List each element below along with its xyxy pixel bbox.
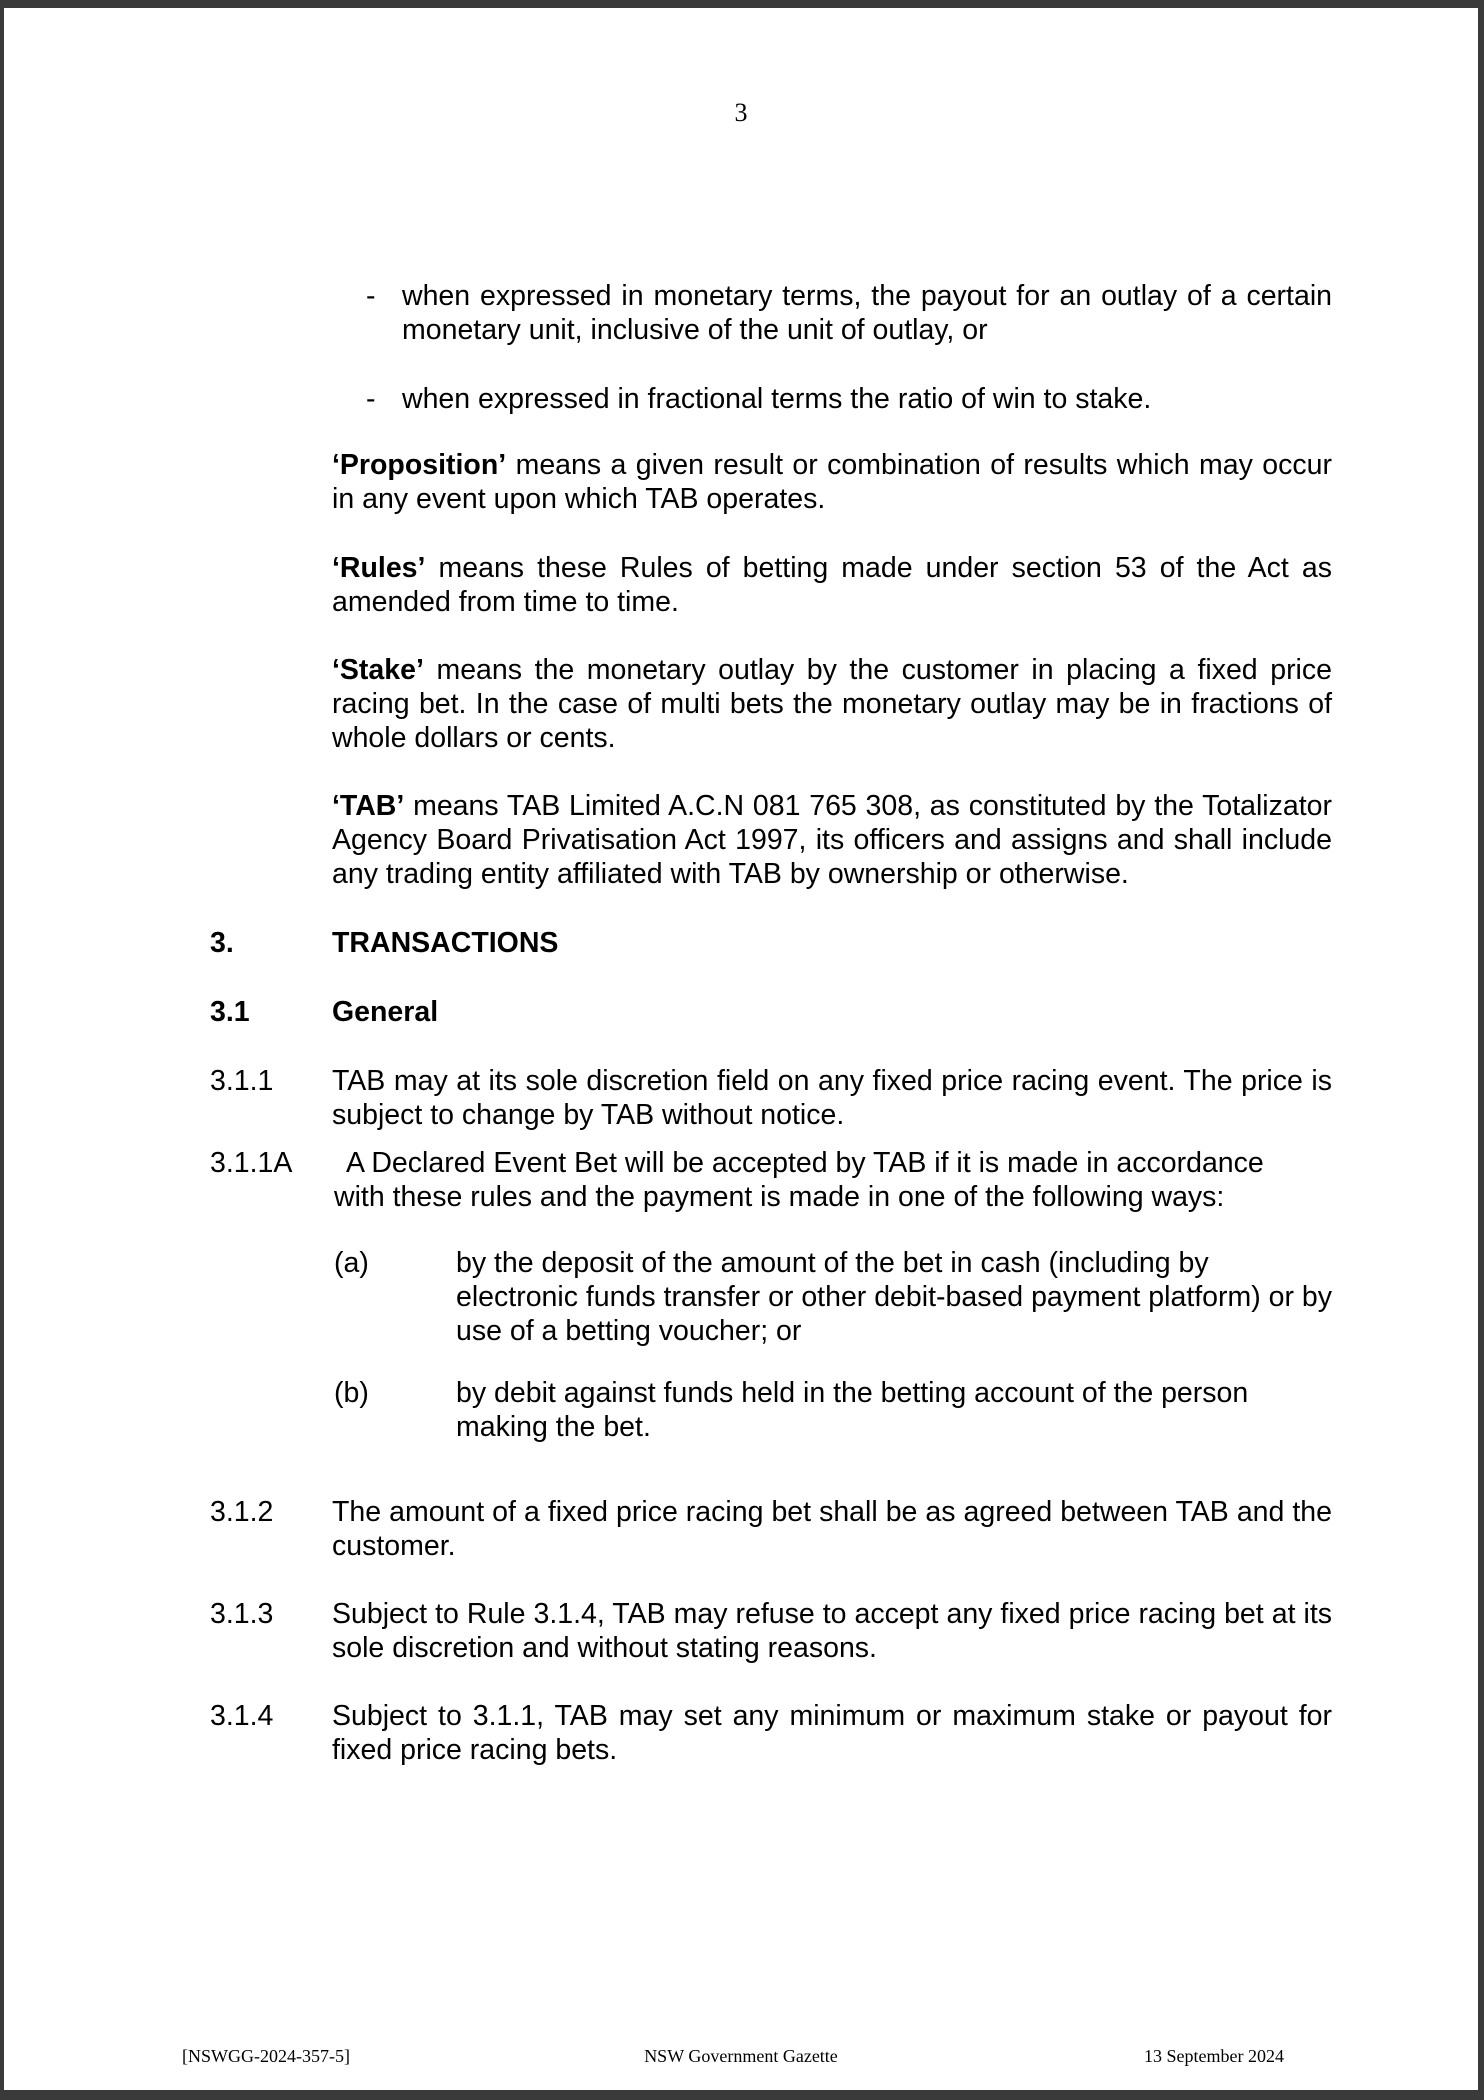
bullet-item: when expressed in monetary terms, the payout for an outlay of a certain monetary unit, inclusive of the unit of outlay, or: [402, 280, 1332, 346]
definition-text: means these Rules of betting made under section 53 of the Act as amended from time to time.: [332, 552, 1332, 618]
clause-number: 3.1.1A: [210, 1147, 293, 1179]
clause-number: 3.1.1: [210, 1065, 274, 1097]
clause-text: TAB may at its sole discretion field on any fixed price racing event. The price is subject to change by TAB without notice.: [332, 1065, 1332, 1131]
clause-number: 3.1.4: [210, 1700, 274, 1732]
clause-number: 3.1.2: [210, 1496, 274, 1528]
sub-item-text: by debit against funds held in the betting account of the person making the bet.: [456, 1377, 1249, 1443]
definition-text: means the monetary outlay by the customer in placing a fixed price racing bet. In the case of multi bets the monetary outlay may be in fractions of whole dollars or cents.: [332, 654, 1332, 754]
footer-reference: [NSWGG-2024-357-5]: [182, 2046, 350, 2066]
definition-term: ‘Rules’: [332, 552, 426, 584]
subsection-title: General: [332, 996, 439, 1028]
definition-text: means a given result or combination of results which may occur in any event upon which TAB operates.: [332, 449, 1332, 515]
definition-term: ‘Proposition’: [332, 449, 507, 481]
clause-text: Subject to 3.1.1, TAB may set any minimum or maximum stake or payout for fixed price racing bets.: [332, 1700, 1332, 1766]
definition-proposition: [332, 448, 1332, 516]
definition-rules: [332, 551, 1332, 619]
definition-term: ‘Stake’: [332, 654, 424, 686]
bullet-marker: -: [366, 383, 376, 415]
clause-number: 3.1.3: [210, 1598, 274, 1630]
sub-item-text: by the deposit of the amount of the bet in cash (including by electronic funds transfer or other debit-based payment platform) or by use of a betting voucher; or: [456, 1247, 1333, 1347]
sub-item-label: (a): [334, 1247, 369, 1279]
section-title: TRANSACTIONS: [332, 927, 559, 959]
subsection-number: 3.1: [210, 996, 250, 1028]
definition-tab: [332, 789, 1332, 891]
clause-text: Subject to Rule 3.1.4, TAB may refuse to accept any fixed price racing bet at its sole discretion and without stating reasons.: [332, 1598, 1332, 1664]
sub-item-label: (b): [334, 1377, 369, 1409]
footer-publication: NSW Government Gazette: [644, 2046, 838, 2066]
definition-term: ‘TAB’: [332, 790, 405, 822]
bullet-item: when expressed in fractional terms the ratio of win to stake.: [402, 383, 1152, 415]
clause-text: A Declared Event Bet will be accepted by TAB if it is made in accordance with these rules and the payment is made in one of the following ways:: [334, 1147, 1264, 1213]
document-page: [4, 8, 1478, 2090]
bullet-marker: -: [366, 280, 376, 312]
section-number: 3.: [210, 927, 234, 959]
page-number: 3: [734, 98, 748, 127]
clause-text: The amount of a fixed price racing bet shall be as agreed between TAB and the customer.: [332, 1496, 1332, 1562]
definition-text: means TAB Limited A.C.N 081 765 308, as constituted by the Totalizator Agency Board Privatisation Act 1997, its officers and assigns and shall include any trading entity affiliated with TAB by ownership or otherwise.: [332, 790, 1332, 890]
definition-stake: [332, 653, 1332, 755]
footer-date: 13 September 2024: [1144, 2046, 1284, 2066]
